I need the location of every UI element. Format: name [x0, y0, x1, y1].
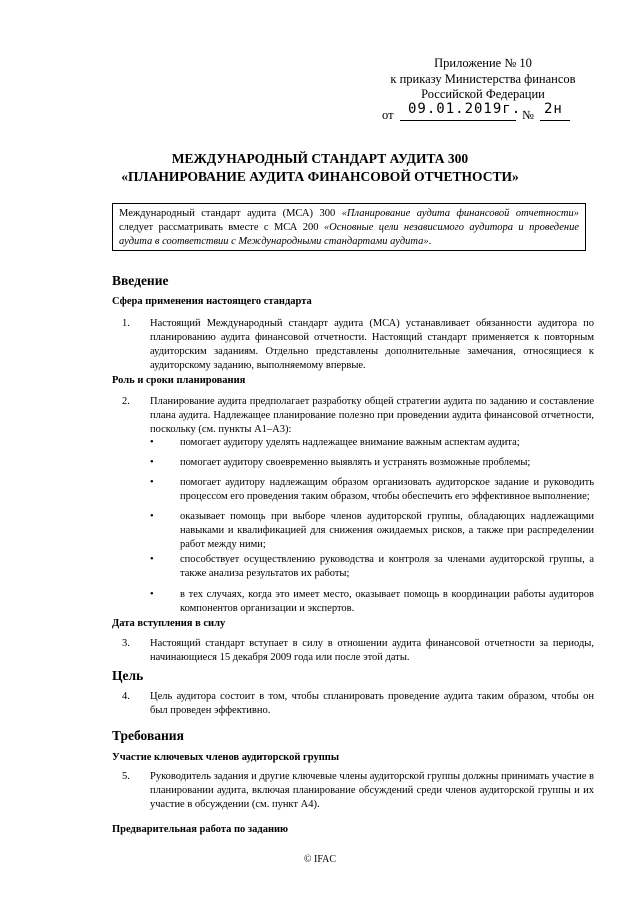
subheading-scope: Сфера применения настоящего стандарта — [112, 296, 312, 307]
paragraph-number: 1. — [122, 318, 130, 329]
paragraph-number: 4. — [122, 691, 130, 702]
from-label: от — [382, 107, 394, 122]
list-item-text: в тех случаях, когда это имеет место, оказывает помощь в координации работы аудиторов компонентов организации и экспертов. — [180, 589, 594, 614]
list-item-text: способствует осуществлению руководства и контроля за членами аудиторской группы, а также анализа результатов их работы; — [180, 554, 594, 579]
list-item — [142, 510, 594, 552]
paragraph-1 — [112, 317, 594, 373]
paragraph-number: 5. — [122, 771, 130, 782]
note-text-2: следует рассматривать вместе с МСА 200 — [119, 222, 324, 233]
list-item-text: помогает аудитору уделять надлежащее внимание важным аспектам аудита; — [180, 437, 520, 448]
date-underline — [400, 120, 516, 121]
subheading-team: Участие ключевых членов аудиторской группы — [112, 752, 340, 763]
heading-requirements: Требования — [112, 728, 184, 743]
paragraph-2 — [112, 395, 594, 437]
title-line-1: МЕЖДУНАРОДНЫЙ СТАНДАРТ АУДИТА 300 — [171, 151, 469, 166]
bullet-marker: • — [150, 477, 154, 488]
document-title — [60, 150, 580, 186]
paragraph-text: Планирование аудита предполагает разработку общей стратегии аудита по заданию и составление плана аудита. Надлежащее планирование полезно при проведении аудита финансовой отчетности, поскольку (см. пункты A1–A3): — [150, 396, 594, 435]
paragraph-text: Цель аудитора состоит в том, чтобы спланировать проведение аудита таким образом, чтобы он был проведен эффективно. — [150, 691, 594, 716]
order-number: 2н — [544, 100, 563, 117]
list-item-text: помогает аудитору надлежащим образом организовать аудиторское задание и руководить процессом его проведения таким образом, чтобы обеспечить его эффективное выполнение; — [180, 477, 594, 502]
appendix-header — [378, 56, 588, 124]
bullet-marker: • — [150, 437, 154, 448]
order-date-line — [378, 100, 588, 124]
list-item-text: помогает аудитору своевременно выявлять и устранять возможные проблемы; — [180, 457, 531, 468]
appendix-line-1: Приложение № 10 — [434, 56, 532, 70]
order-date: 09.01.2019г. — [408, 100, 522, 117]
subheading-effective-date: Дата вступления в силу — [112, 618, 226, 629]
paragraph-text: Руководитель задания и другие ключевые члены аудиторской группы должны принимать участие в планировании аудита, включая планирование обсуждений среди членов аудиторской группы и их участие в обсуждении (см. пункт A4). — [150, 771, 594, 810]
paragraph-5 — [112, 770, 594, 812]
bullet-marker: • — [150, 554, 154, 565]
note-text-1: Международный стандарт аудита (МСА) 300 — [119, 208, 342, 219]
list-item — [142, 436, 594, 450]
copyright-footer: © IFAC — [303, 854, 337, 865]
number-underline — [540, 120, 570, 121]
bullet-marker: • — [150, 457, 154, 468]
paragraph-text: Настоящий стандарт вступает в силу в отношении аудита финансовой отчетности за периоды, начинающиеся 15 декабря 2009 года или после этой даты. — [150, 638, 594, 663]
number-label: № — [522, 107, 534, 122]
paragraph-number: 2. — [122, 396, 130, 407]
paragraph-number: 3. — [122, 638, 130, 649]
title-line-2: «ПЛАНИРОВАНИЕ АУДИТА ФИНАНСОВОЙ ОТЧЕТНОСТИ» — [121, 169, 519, 184]
intro-note-box — [112, 203, 586, 251]
heading-introduction: Введение — [112, 273, 169, 288]
bullet-marker: • — [150, 511, 154, 522]
appendix-line-3: Российской Федерации — [421, 87, 545, 101]
list-item — [142, 588, 594, 616]
subheading-preliminary: Предварительная работа по заданию — [112, 824, 289, 835]
heading-objective: Цель — [112, 668, 144, 683]
list-item — [142, 553, 594, 581]
bullet-marker: • — [150, 589, 154, 600]
paragraph-text: Настоящий Международный стандарт аудита (МСА) устанавливает обязанности аудитора по планированию аудита финансовой отчетности. Настоящий стандарт применяется к повторным аудиторским заданиям. Отдельно представлены дополнительные замечания, относящиеся к аудиторскому заданию, выполняемому впервые. — [150, 318, 594, 371]
subheading-role: Роль и сроки планирования — [112, 375, 246, 386]
note-italic-1: «Планирование аудита финансовой отчетности» — [341, 208, 579, 219]
list-item — [142, 456, 594, 470]
note-text-3: . — [428, 236, 432, 247]
appendix-line-2: к приказу Министерства финансов — [390, 71, 576, 86]
list-item — [142, 476, 594, 504]
paragraph-4 — [112, 690, 594, 718]
list-item-text: оказывает помощь при выборе членов аудиторской группы, обладающих надлежащими навыками и квалификацией для снижения ожидаемых рисков, а также при распределении работ между ними; — [180, 511, 594, 550]
paragraph-3 — [112, 637, 594, 665]
note-italic-2: «Основные цели независимого аудитора и проведение аудита в соответствии с Международными стандартами аудита» — [119, 222, 579, 247]
